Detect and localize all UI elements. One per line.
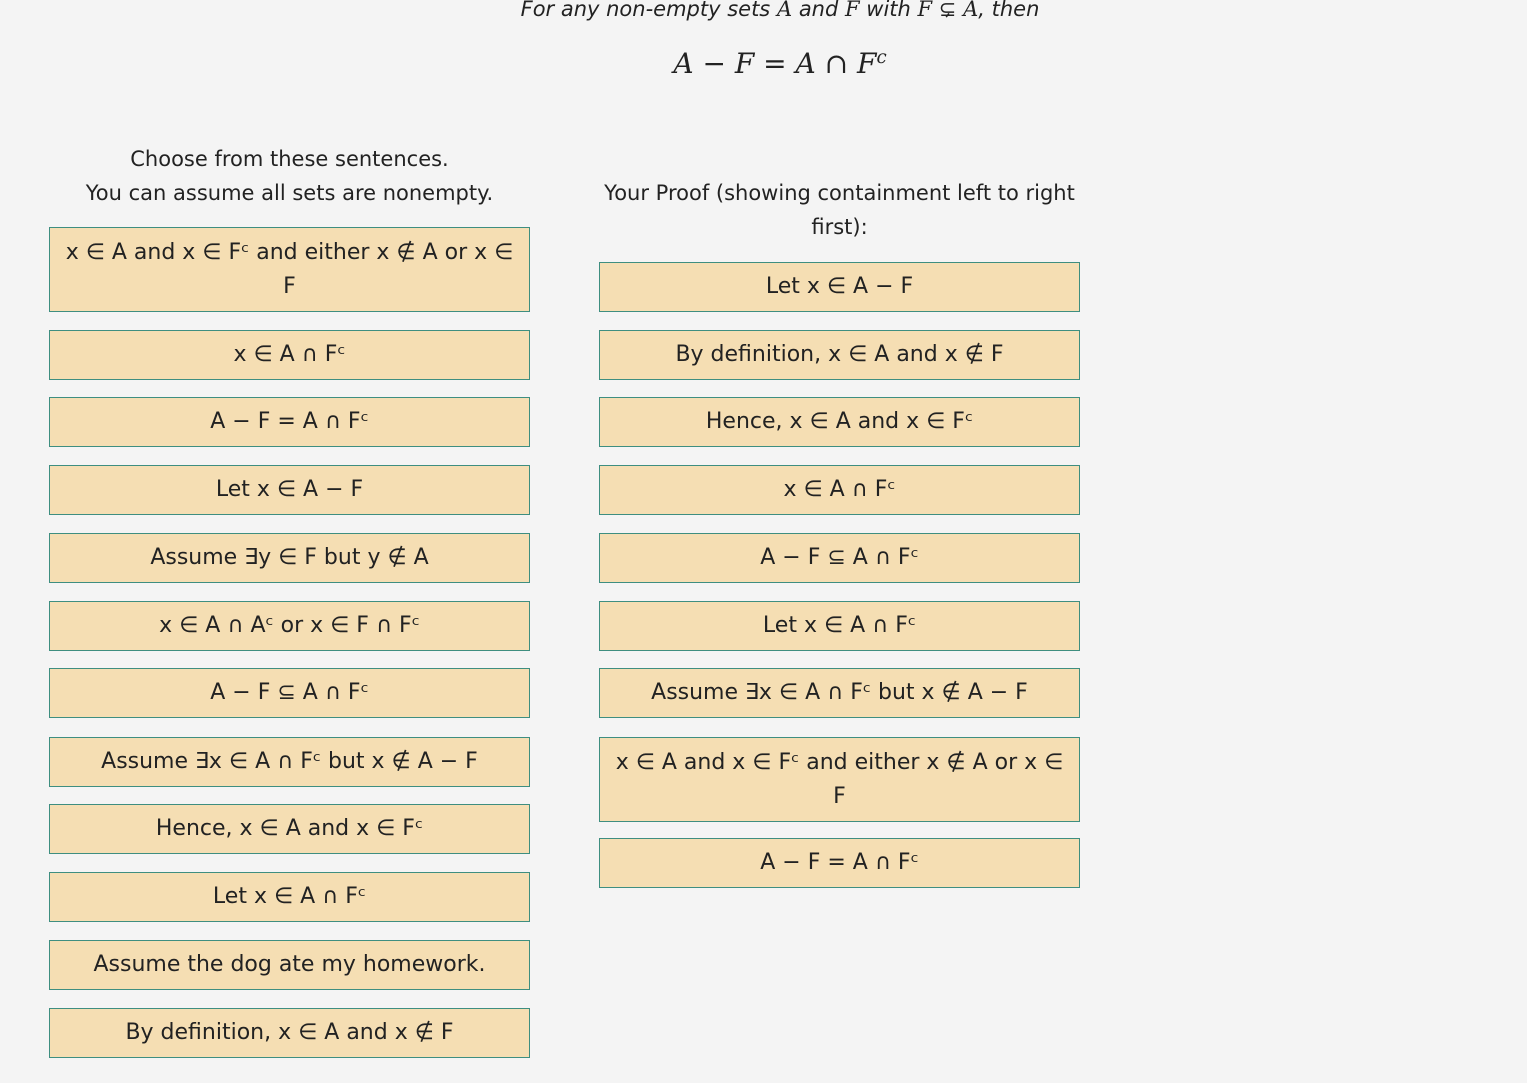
prompt-tail: , then (978, 0, 1040, 21)
proof-step-card[interactable] (599, 330, 1080, 380)
choice-text: Let x ∈ A − F (215, 477, 364, 502)
proof-heading-line1: Your Proof (showing containment left to right (604, 181, 1075, 205)
proof-step-card[interactable] (599, 533, 1080, 583)
proof-step-text: Assume ∃x ∈ A ∩ Fᶜ but x ∉ A − F (651, 680, 1028, 705)
prompt-set-a-2: A (963, 0, 979, 21)
choice-text: A − F ⊆ A ∩ Fᶜ (210, 680, 369, 705)
proof-step-card[interactable] (599, 838, 1080, 888)
proof-heading (599, 176, 1080, 244)
proof-step-text: Let x ∈ A − F (765, 274, 914, 299)
proof-step-text: x ∈ A ∩ Fᶜ (783, 477, 896, 502)
choice-text: By definition, x ∈ A and x ∉ F (125, 1020, 454, 1045)
prompt-lead: For any non-empty sets (520, 0, 771, 21)
choice-card[interactable] (49, 737, 530, 787)
choice-card[interactable] (49, 465, 530, 515)
theorem-complement-sup: c (876, 47, 887, 68)
choices-heading (49, 142, 530, 210)
choice-text: x ∈ A ∩ Aᶜ or x ∈ F ∩ Fᶜ (159, 613, 420, 638)
choice-card[interactable] (49, 533, 530, 583)
choices-heading-line1: Choose from these sentences. (130, 147, 449, 171)
proof-step-text: A − F = A ∩ Fᶜ (760, 850, 919, 875)
choice-card[interactable] (49, 601, 530, 651)
choice-card[interactable] (49, 227, 530, 312)
choice-text: Assume ∃y ∈ F but y ∉ A (150, 545, 429, 570)
prompt-proper-subset: ⊊ (938, 0, 957, 21)
proof-step-text: By definition, x ∈ A and x ∉ F (675, 342, 1004, 367)
choice-card[interactable] (49, 397, 530, 447)
proof-step-text: Hence, x ∈ A and x ∈ Fᶜ (705, 409, 974, 434)
proof-step-card[interactable] (599, 397, 1080, 447)
choice-card[interactable] (49, 1008, 530, 1058)
proof-heading-line2: first): (811, 215, 868, 239)
prompt-with: with (866, 0, 911, 21)
prompt-set-a: A (776, 0, 793, 21)
theorem-lhs: A − F (673, 47, 755, 80)
theorem-prompt (0, 0, 1527, 24)
choice-text: Let x ∈ A ∩ Fᶜ (212, 884, 367, 909)
proof-step-card[interactable] (599, 465, 1080, 515)
choice-text: Hence, x ∈ A and x ∈ Fᶜ (155, 816, 424, 841)
proof-step-card[interactable] (599, 737, 1080, 822)
choice-card[interactable] (49, 940, 530, 990)
prompt-set-f: F (845, 0, 860, 21)
prompt-set-f-2: F (917, 0, 933, 21)
proof-step-card[interactable] (599, 601, 1080, 651)
choice-text: A − F = A ∩ Fᶜ (210, 409, 369, 434)
choice-text: Assume the dog ate my homework. (93, 952, 486, 977)
proof-step-text: Let x ∈ A ∩ Fᶜ (762, 613, 917, 638)
choice-card[interactable] (49, 872, 530, 922)
theorem-statement (0, 44, 1527, 84)
proof-step-text: x ∈ A and x ∈ Fᶜ and either x ∉ A or x ∈ F (615, 749, 1064, 809)
proof-step-text: A − F ⊆ A ∩ Fᶜ (760, 545, 919, 570)
prompt-and: and (798, 0, 839, 21)
proof-step-card[interactable] (599, 668, 1080, 718)
theorem-equals: = (763, 47, 787, 80)
choice-card[interactable] (49, 330, 530, 380)
proof-step-card[interactable] (599, 262, 1080, 312)
theorem-rhs: A ∩ F (795, 47, 877, 80)
choice-text: x ∈ A and x ∈ Fᶜ and either x ∉ A or x ∈ F (65, 239, 514, 299)
choices-heading-line2: You can assume all sets are nonempty. (85, 181, 494, 205)
choice-text: Assume ∃x ∈ A ∩ Fᶜ but x ∉ A − F (101, 749, 478, 774)
choice-card[interactable] (49, 668, 530, 718)
choice-card[interactable] (49, 804, 530, 854)
choice-text: x ∈ A ∩ Fᶜ (233, 342, 346, 367)
